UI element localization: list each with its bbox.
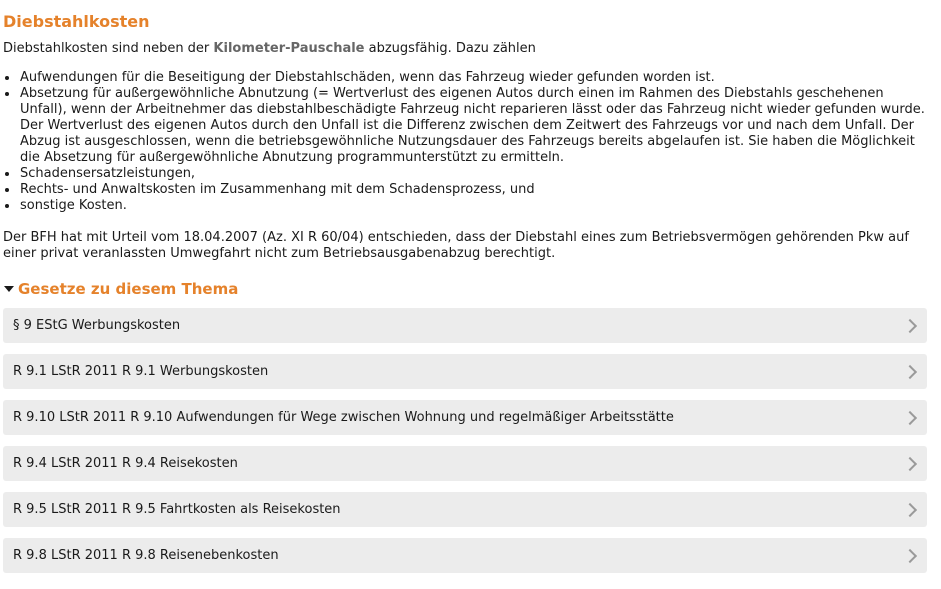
bfh-paragraph: Der BFH hat mit Urteil vom 18.04.2007 (Az. XI R 60/04) entschieden, dass der Diebstahl eines zum Betriebsvermögen gehörenden Pkw auf einer privat veranlassten Umwegfahrt nicht zum Betriebsausgabenabzug berechtigt. <box>3 230 909 261</box>
list-item: Rechts- und Anwaltskosten im Zusammenhang mit dem Schadensprozess, und <box>20 182 927 198</box>
list-item: Aufwendungen für die Beseitigung der Diebstahlschäden, wenn das Fahrzeug wieder gefunden worden ist. <box>20 70 927 86</box>
law-link-lstr-9-5[interactable] <box>3 492 927 527</box>
law-label: R 9.5 LStR 2011 R 9.5 Fahrtkosten als Reisekosten <box>13 502 341 517</box>
cost-list <box>3 70 927 214</box>
kilometer-pauschale-link[interactable]: Kilometer-Pauschale <box>213 41 365 56</box>
law-link-lstr-9-4[interactable] <box>3 446 927 481</box>
law-link-lstr-9-10[interactable] <box>3 400 927 435</box>
triangle-down-icon <box>4 286 14 292</box>
law-label: R 9.1 LStR 2011 R 9.1 Werbungskosten <box>13 364 269 379</box>
intro-text-after: abzugsfähig. Dazu zählen <box>364 41 536 56</box>
page-title: Diebstahlkosten <box>3 12 150 31</box>
intro-paragraph <box>3 40 927 57</box>
laws-heading: Gesetze zu diesem Thema <box>18 280 239 298</box>
laws-list <box>3 308 927 573</box>
law-link-estg-9[interactable] <box>3 308 927 343</box>
list-item: Schadensersatzleistungen, <box>20 166 927 182</box>
intro-text-before: Diebstahlkosten sind neben der <box>3 41 214 56</box>
chevron-right-icon <box>903 410 917 424</box>
chevron-right-icon <box>903 548 917 562</box>
law-label: § 9 EStG Werbungskosten <box>13 318 181 333</box>
chevron-right-icon <box>903 364 917 378</box>
chevron-right-icon <box>903 502 917 516</box>
law-link-lstr-9-8[interactable] <box>3 538 927 573</box>
law-link-lstr-9-1[interactable] <box>3 354 927 389</box>
law-label: R 9.10 LStR 2011 R 9.10 Aufwendungen für Wege zwischen Wohnung und regelmäßiger Arbeitsstätte <box>13 410 674 425</box>
chevron-right-icon <box>903 318 917 332</box>
list-item: sonstige Kosten. <box>20 198 927 214</box>
chevron-right-icon <box>903 456 917 470</box>
law-label: R 9.4 LStR 2011 R 9.4 Reisekosten <box>13 456 238 471</box>
laws-section-toggle[interactable] <box>3 279 927 299</box>
list-item: Absetzung für außergewöhnliche Abnutzung (= Wertverlust des eigenen Autos durch einen im Rahmen des Diebstahls geschehenen Unfall), wenn der Arbeitnehmer das diebstahlbeschädigte Fahrzeug nicht reparieren lässt oder das Fahrzeug nicht wieder gefunden wurde. Der Wertverlust des eigenen Autos durch den Unfall ist die Differenz zwischen dem Zeitwert des Fahrzeugs vor und nach dem Unfall. Der Abzug ist ausgeschlossen, wenn die betriebsgewöhnliche Nutzungsdauer des Fahrzeugs bereits abgelaufen ist. Sie haben die Möglichkeit die Absetzung für außergewöhnliche Abnutzung programmunterstützt zu ermitteln. <box>20 86 927 166</box>
law-label: R 9.8 LStR 2011 R 9.8 Reisenebenkosten <box>13 548 279 563</box>
